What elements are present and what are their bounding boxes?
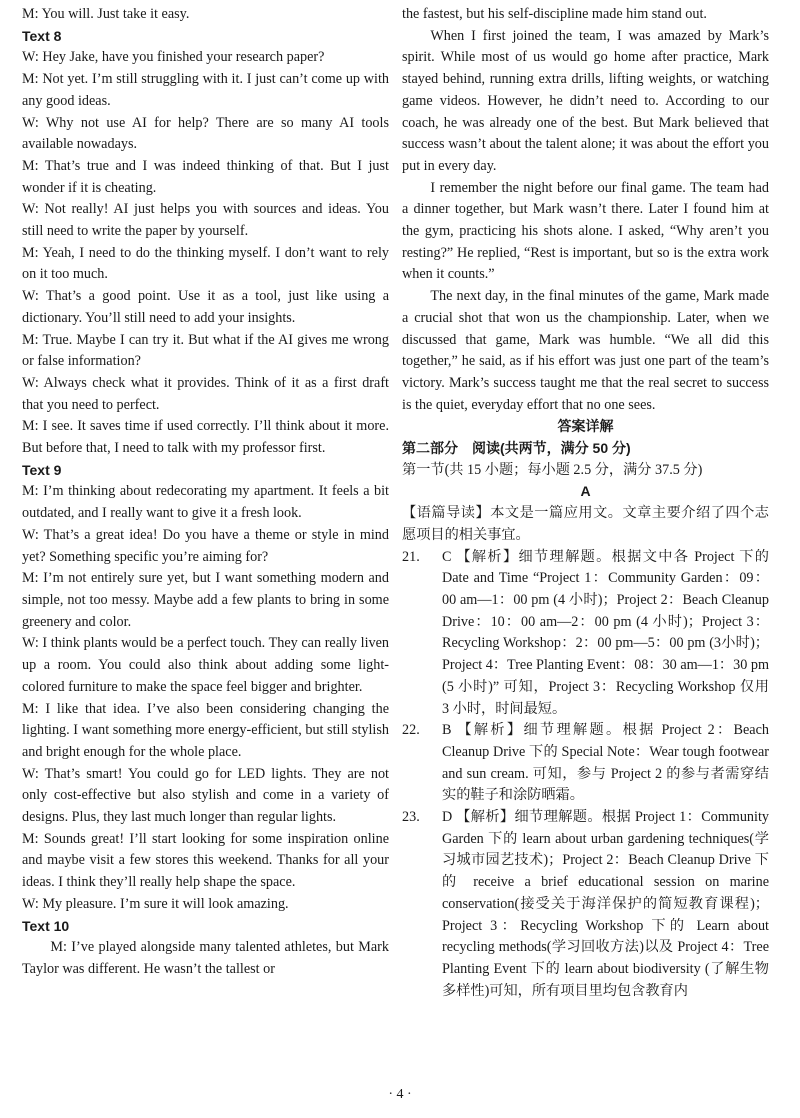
dialogue-line: W: My pleasure. I’m sure it will look amazing.	[22, 895, 289, 912]
answer-item	[402, 720, 769, 807]
dialogue-line: M: Not yet. I’m still struggling with it. I just can’t come up with any good ideas.	[22, 71, 389, 109]
monologue-paragraph: M: I’ve played alongside many talented athletes, but Mark Taylor was different. He wasn’t the tallest or	[22, 939, 389, 977]
dialogue-line: M: Sounds great! I’ll start looking for some inspiration online and maybe visit a few stores this weekend. Thanks for all your ideas. I think they’ll really help shape the space.	[22, 830, 389, 891]
monologue-paragraph: The next day, in the final minutes of the game, Mark made a crucial shot that won us the championship. Later, when we discussed that game, Mark was humble. “We all did this together,” he said, as if his effort was just one part of the team’s victory. Mark’s success taught me that the real secret to success is the quiet, everyday effort that no one sees.	[402, 288, 769, 413]
dialogue-line: M: I see. It saves time if used correctly. I’ll think about it more. But before that, I need to talk with my professor first.	[22, 418, 389, 457]
left-column	[22, 4, 389, 981]
dialogue-line: W: Not really! AI just helps you with sources and ideas. You still need to write the paper by yourself.	[22, 201, 389, 240]
answer-number: 21.	[402, 548, 420, 565]
section-title: 第一节(共 15 小题；每小题 2.5 分，满分 37.5 分)	[402, 461, 703, 478]
answer-item	[402, 807, 769, 1002]
dialogue-line: M: True. Maybe I can try it. But what if the AI gives me wrong or false information?	[22, 331, 389, 370]
part-title: 第二部分 阅读(共两节，满分 50 分)	[402, 440, 631, 457]
dialogue-line: W: Always check what it provides. Think of it as a first draft that you need to perfect.	[22, 374, 389, 413]
answer-number: 22.	[402, 722, 420, 739]
answer-explanation: B 【解析】细节理解题。根据 Project 2：Beach Cleanup Drive 下的 Special Note：Wear tough footwear and sun cream. 可知，参与 Project 2 的参与者需穿结实的鞋子和涂防晒霜。	[442, 722, 769, 804]
dialogue-line: M: You will. Just take it easy.	[22, 6, 190, 22]
answer-explanation: D 【解析】细节理解题。根据 Project 1：Community Garden 下的 learn about urban gardening techniques(学习城市园艺技术)；Project 2：Beach Cleanup Drive 下的 receive a brief educational session on marine conservation(接受关于海洋保护的简短教育课程)；Project 3：Recycling Workshop 下的 Learn about recycling methods(学习回收方法)以及 Project 4：Tree Planting Event 下的 learn about biodiversity (了解生物多样性)可知，所有项目里均包含教育内	[442, 809, 769, 999]
dialogue-line: M: I’m thinking about redecorating my apartment. It feels a bit outdated, and I really want to give it a fresh look.	[22, 483, 389, 522]
page-number: · 4 ·	[388, 1087, 412, 1102]
text9-title: Text 9	[22, 461, 62, 478]
answer-item	[402, 547, 769, 721]
text8-title: Text 8	[22, 27, 62, 44]
dialogue-line: M: I like that idea. I’ve also been considering changing the lighting. I want something more energy-efficient, but still stylish and bright enough for the whole place.	[22, 700, 389, 760]
dialogue-line: W: That’s smart! You could go for LED lights. They are not only cost-effective but also stylish and come in a variety of designs. Plus, they last much longer than regular lights.	[22, 765, 389, 826]
dialogue-line: W: Hey Jake, have you finished your research paper?	[22, 49, 325, 66]
passage-intro: 【语篇导读】本文是一篇应用文。文章主要介绍了四个志愿项目的相关事宜。	[402, 505, 769, 543]
monologue-paragraph: I remember the night before our final game. The team had a dinner together, but Mark wasn’t there. Later I found him at the gym, practicing his shots alone. I asked, “Why aren’t you resting?” He replied, “Rest is important, but so is the extra work when it counts.”	[402, 179, 769, 283]
dialogue-line: W: That’s a great idea! Do you have a theme or style in mind yet? Something specific you’re aiming for?	[22, 526, 389, 565]
dialogue-line: M: That’s true and I was indeed thinking of that. But I just wonder if it is cheating.	[22, 157, 389, 196]
dialogue-line: M: Yeah, I need to do the thinking myself. I don’t want to rely on it too much.	[22, 244, 389, 283]
answer-explanation: C 【解析】细节理解题。根据文中各 Project 下的 Date and Time “Project 1：Community Garden：09：00 am—1：00 pm (4 小时)；Project 2：Beach Cleanup Drive：10：00 am—2：00 pm (4 小时)；Project 3：Recycling Workshop：2：00 pm—5：00 pm (3小时)；Project 4：Tree Planting Event：08：30 am—1：30 pm (5 小时)” 可知，Project 3：Recycling Workshop 仅用 3 小时，时间最短。	[442, 548, 769, 717]
passage-letter: A	[580, 483, 591, 500]
monologue-continued: the fastest, but his self-discipline made him stand out.	[402, 6, 707, 22]
monologue-paragraph: When I first joined the team, I was amazed by Mark’s spirit. While most of us would go home after practice, Mark stayed behind, running extra drills, lifting weights, or watching game videos. However, he didn’t need to. According to our coach, he was already one of the best. But Mark believed that success wasn’t about the talent alone; it was about the effort you put in every day.	[402, 27, 769, 174]
right-column	[402, 4, 769, 1002]
answer-title: 答案详解	[557, 418, 614, 435]
dialogue-line: W: I think plants would be a perfect touch. They can really liven up a room. You could also think about adding some light-colored furniture to make the space feel bigger and brighter.	[22, 635, 389, 695]
answer-number: 23.	[402, 809, 420, 826]
dialogue-line: W: That’s a good point. Use it as a tool, just like using a dictionary. You’ll still need to add your insights.	[22, 288, 389, 326]
text10-title: Text 10	[22, 917, 70, 934]
dialogue-line: W: Why not use AI for help? There are so many AI tools available nowadays.	[22, 114, 389, 153]
dialogue-line: M: I’m not entirely sure yet, but I want something modern and simple, not too messy. Maybe add a few plants to bring in some greenery and color.	[22, 570, 389, 630]
